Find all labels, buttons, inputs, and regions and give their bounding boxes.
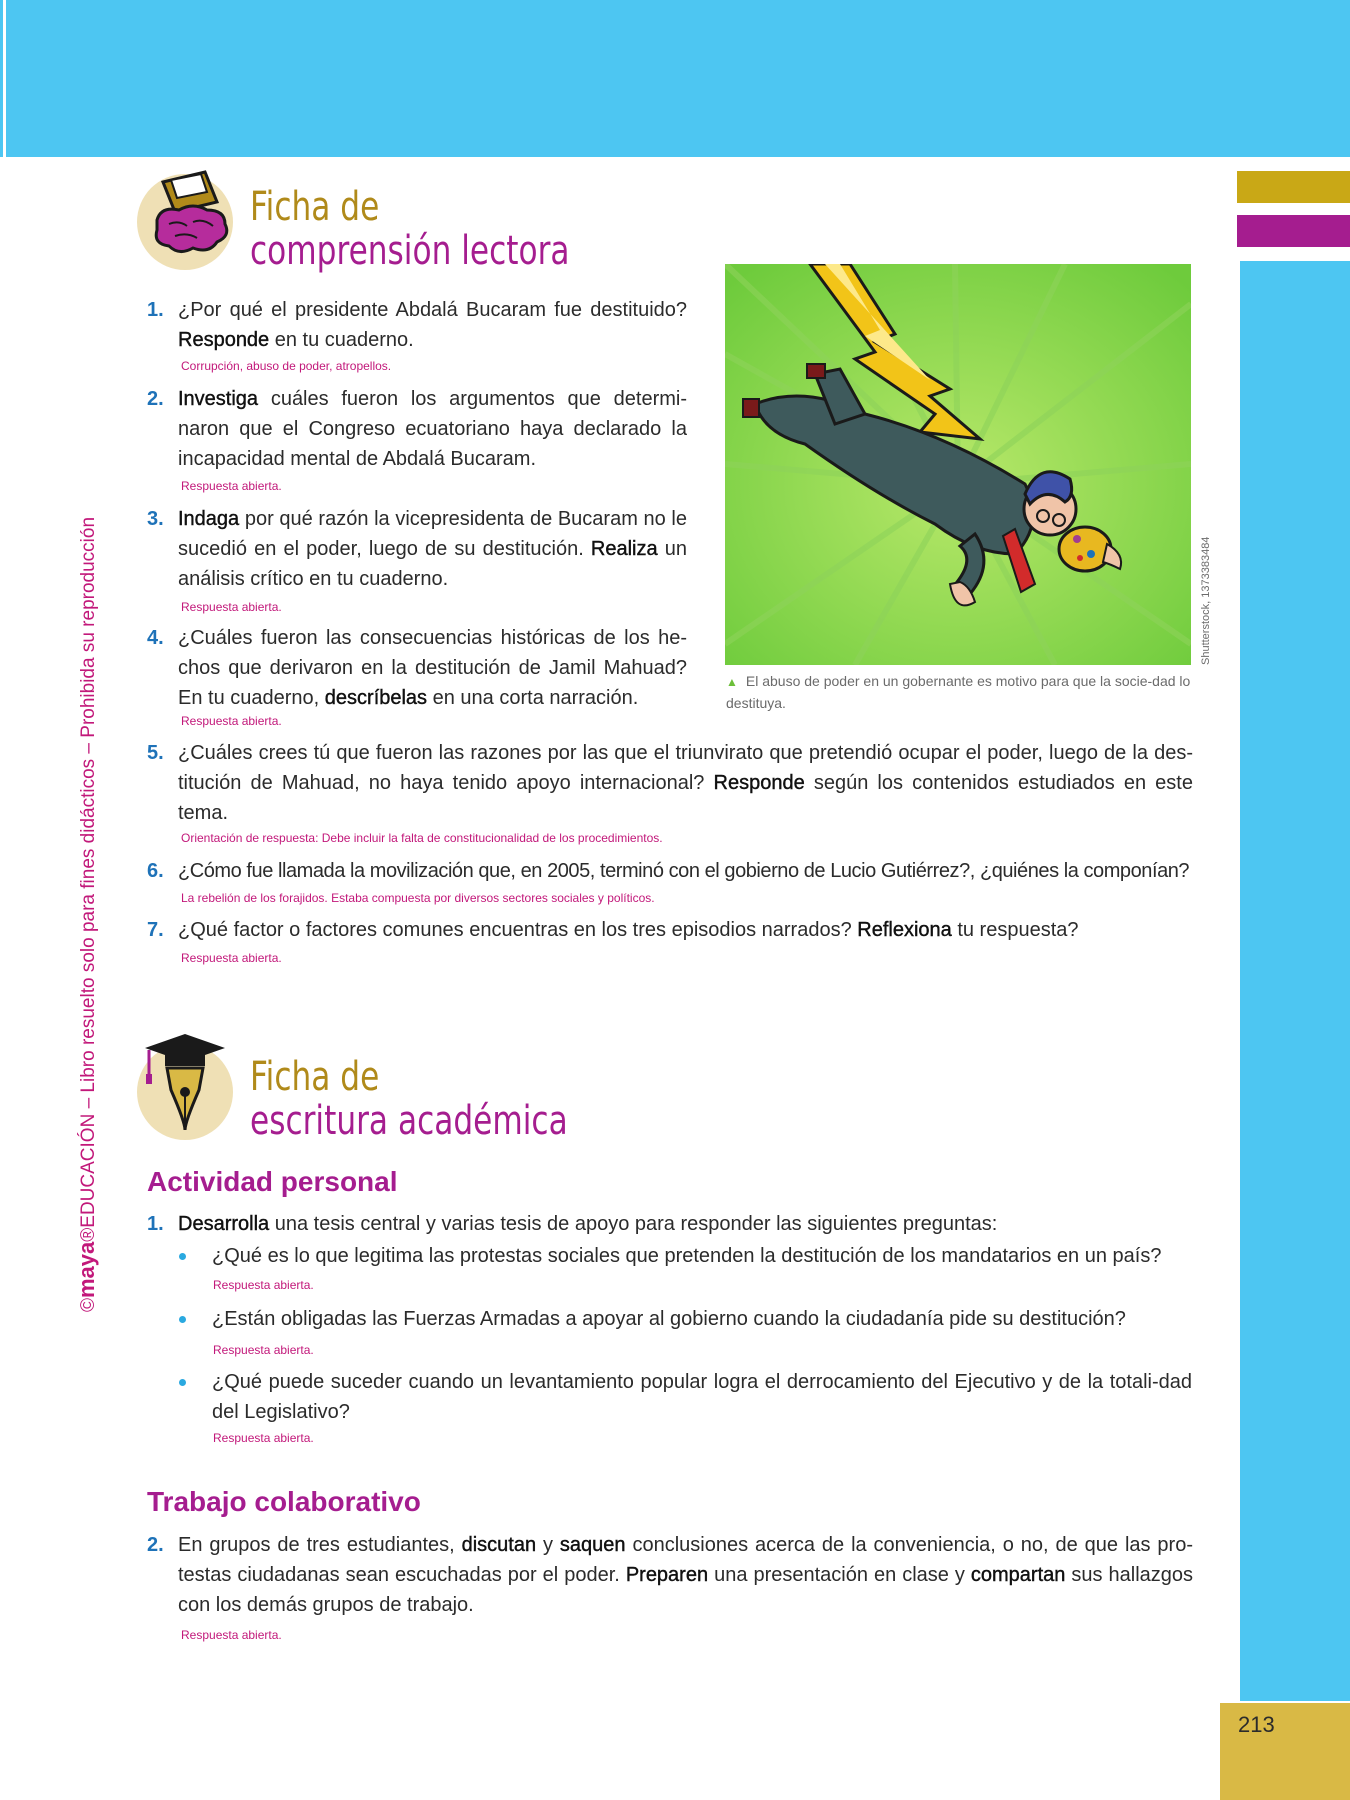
registered-symbol: ®	[78, 1227, 99, 1242]
activity-answer-2: Respuesta abierta.	[181, 1628, 282, 1642]
activity-1	[147, 1209, 1193, 1239]
answer-6: La rebelión de los forajidos. Estaba compuesta por diversos sectores sociales y políticos.	[181, 891, 655, 905]
answer-7: Respuesta abierta.	[181, 951, 282, 965]
bullet-text: ¿Qué puede suceder cuando un levantamiento popular logra el derrocamiento del Ejecutivo y de la totali-dad del Legislativo?	[212, 1371, 1192, 1423]
activity-number: 2.	[147, 1534, 164, 1556]
question-text: Investiga cuáles fueron los argumentos que determi-naron que el Congreso ecuatoriano haya declarado la incapacidad mental de Abdalá Bucaram.	[178, 388, 687, 470]
image-caption	[726, 671, 1192, 714]
bullet-question-3	[212, 1367, 1192, 1427]
copyright-credit	[70, 492, 104, 1312]
answer-1: Corrupción, abuso de poder, atropellos.	[181, 359, 392, 373]
bullet-question-1	[212, 1241, 1202, 1271]
title-line1: Ficha de	[250, 1054, 380, 1100]
title-line2: escritura académica	[250, 1098, 568, 1144]
top-band-edge	[0, 0, 3, 157]
question-2	[147, 384, 687, 474]
question-text: ¿Cómo fue llamada la movilización que, en 2005, terminó con el gobierno de Lucio Gutiérrez?, ¿quiénes la componían?	[178, 860, 1190, 882]
question-number: 6.	[147, 860, 164, 882]
bullet-answer-2: Respuesta abierta.	[213, 1343, 314, 1357]
caption-triangle-icon: ▲	[726, 675, 738, 689]
bullet-3	[179, 1379, 186, 1386]
side-tab-magenta	[1237, 215, 1350, 247]
question-4	[147, 623, 687, 713]
bullet-answer-3: Respuesta abierta.	[213, 1431, 314, 1445]
question-5	[147, 738, 1193, 828]
question-number: 7.	[147, 919, 164, 941]
question-text: ¿Por qué el presidente Abdalá Bucaram fue destituido? Responde en tu cuaderno.	[178, 299, 687, 351]
question-number: 5.	[147, 742, 164, 764]
section-title-escritura	[250, 1055, 568, 1143]
question-1	[147, 295, 687, 355]
section-title-comprension	[250, 185, 570, 273]
bullet-text: ¿Están obligadas las Fuerzas Armadas a apoyar al gobierno cuando la ciudadanía pide su destitución?	[212, 1308, 1126, 1330]
caption-text: El abuso de poder en un gobernante es motivo para que la socie-dad lo destituya.	[726, 673, 1191, 711]
answer-3: Respuesta abierta.	[181, 600, 282, 614]
side-tab-gold	[1237, 171, 1350, 203]
bullet-2	[179, 1316, 186, 1323]
activity-2	[147, 1530, 1193, 1620]
heading-actividad-personal: Actividad personal	[147, 1166, 398, 1197]
question-7	[147, 915, 1193, 945]
question-number: 2.	[147, 388, 164, 410]
image-credit: Shutterstock, 1373383484	[1200, 536, 1212, 665]
reading-brain-icon	[135, 162, 245, 277]
title-line1: Ficha de	[250, 184, 380, 230]
activity-number: 1.	[147, 1213, 164, 1235]
side-margin-band	[1240, 261, 1350, 1701]
question-text: Indaga por qué razón la vicepresidenta de Bucaram no le sucedió en el poder, luego de su destitución. Realiza un análisis crítico en tu cuaderno.	[178, 508, 687, 590]
top-band	[6, 0, 1350, 157]
page-number: 213	[1238, 1712, 1275, 1737]
question-text: ¿Qué factor o factores comunes encuentras en los tres episodios narrados? Reflexiona tu respuesta?	[178, 919, 1079, 941]
brand-name: maya	[74, 1241, 99, 1298]
answer-4: Respuesta abierta.	[181, 714, 282, 728]
question-number: 4.	[147, 627, 164, 649]
graduation-pen-icon	[135, 1030, 245, 1145]
bullet-text: ¿Qué es lo que legitima las protestas sociales que pretenden la destitución de los mandatarios en un país?	[212, 1245, 1162, 1267]
title-line2: comprensión lectora	[250, 228, 570, 274]
question-text: ¿Cuáles fueron las consecuencias históricas de los he-chos que derivaron en la destitución de Jamil Mahuad? En tu cuaderno, descríbelas en una corta narración.	[178, 627, 687, 709]
bullet-1	[179, 1253, 186, 1260]
bullet-answer-1: Respuesta abierta.	[213, 1278, 314, 1292]
question-text: ¿Cuáles crees tú que fueron las razones por las que el triunvirato que pretendió ocupar el poder, luego de la des-titución de Mahuad, no haya tenido apoyo internacional? Responde según los contenidos estudiados en este tema.	[178, 742, 1193, 824]
question-3	[147, 504, 687, 594]
heading-trabajo-colaborativo: Trabajo colaborativo	[147, 1486, 421, 1517]
answer-2: Respuesta abierta.	[181, 479, 282, 493]
activity-text: En grupos de tres estudiantes, discutan y saquen conclusiones acerca de la conveniencia, o no, de que las pro-testas ciudadanas sean escuchadas por el poder. Preparen una presentación en clase y compartan sus hallazgos con los demás grupos de trabajo.	[178, 1534, 1194, 1616]
illustration-lightning-politician	[725, 264, 1191, 665]
credit-text: EDUCACIÓN – Libro resuelto solo para fines didácticos – Prohibida su reproducción	[78, 516, 99, 1228]
copyright-symbol: ©	[78, 1298, 99, 1312]
question-number: 1.	[147, 299, 164, 321]
question-6	[147, 856, 1193, 886]
bullet-question-2	[212, 1304, 1202, 1334]
answer-5: Orientación de respuesta: Debe incluir la falta de constitucionalidad de los procedimientos.	[181, 831, 663, 845]
question-number: 3.	[147, 508, 164, 530]
activity-intro: Desarrolla una tesis central y varias tesis de apoyo para responder las siguientes preguntas:	[178, 1213, 998, 1235]
